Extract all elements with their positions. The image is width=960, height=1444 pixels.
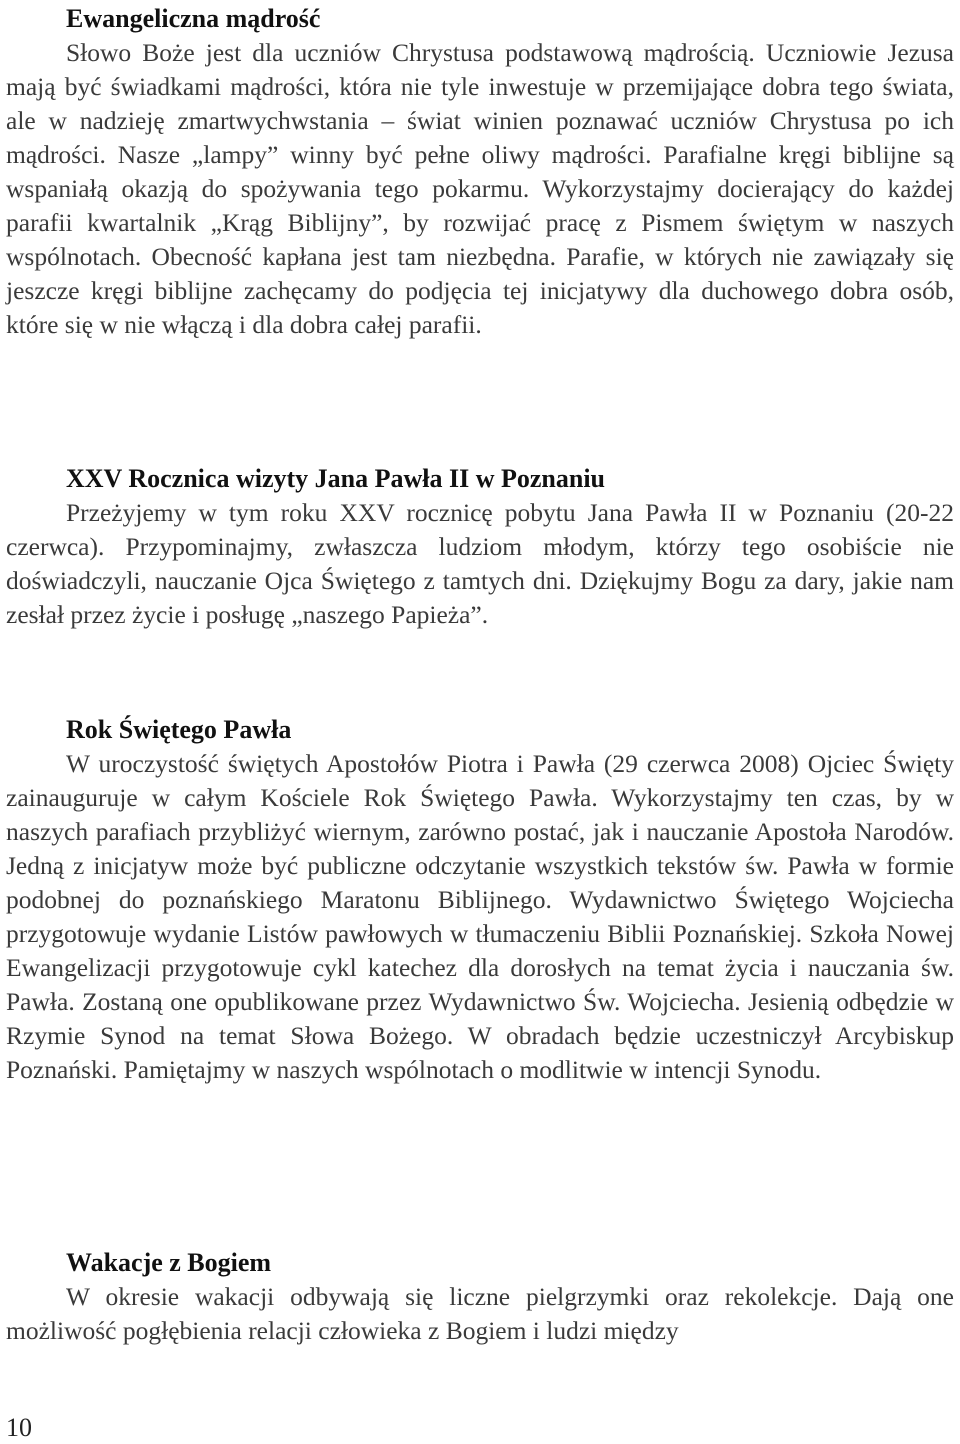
section-heading: Wakacje z Bogiem [66,1248,272,1277]
section-heading: XXV Rocznica wizyty Jana Pawła II w Poznaniu [66,464,606,493]
section-ewangeliczna-madrosc [6,2,954,342]
page-number: 10 [6,1413,32,1442]
section-heading: Ewangeliczna mądrość [66,4,321,33]
section-body: Słowo Boże jest dla uczniów Chrystusa podstawową mądrością. Uczniowie Jezusa mają być świadkami mądrości, która nie tyle inwestuje w przemijające dobra tego świata, ale w nadzieję zmartwychwstania – świat winien poznawać uczniów Chrystusa po ich mądrości. Nasze „lampy” winny być pełne oliwy mądrości. Parafialne kręgi biblijne są wspaniałą okazją do spożywania tego pokarmu. Wykorzystajmy docierający do każdej parafii kwartalnik „Krąg Biblijny”, by rozwijać pracę z Pismem świętym w naszych wspólnotach. Obecność kapłana jest tam niezbędna. Parafie, w których nie zawiązały się jeszcze kręgi biblijne zachęcamy do podjęcia tej inicjatywy dla duchowego dobra osób, które się w nie włączą i dla dobra całej parafii. [6,38,954,339]
section-rok-swietego-pawla [6,713,954,1087]
section-heading: Rok Świętego Pawła [66,715,292,744]
section-body: W uroczystość świętych Apostołów Piotra i Pawła (29 czerwca 2008) Ojciec Święty zainauguruje w całym Kościele Rok Świętego Pawła. Wykorzystajmy ten czas, by w naszych parafiach przybliżyć wiernym, zarówno postać, jak i nauczanie Apostoła Narodów. Jedną z inicjatyw może być publiczne odczytanie wszystkich tekstów św. Pawła w formie podobnej do poznańskiego Maratonu Biblijnego. Wydawnictwo Świętego Wojciecha przygotowuje wydanie Listów pawłowych w tłumaczeniu Biblii Poznańskiej. Szkoła Nowej Ewangelizacji przygotowuje cykl katechez dla dorosłych na temat życia i nauczania św. Pawła. Zostaną one opublikowane przez Wydawnictwo Św. Wojciecha. Jesienią odbędzie w Rzymie Synod na temat Słowa Bożego. W obradach będzie uczestniczył Arcybiskup Poznański. Pamiętajmy w naszych wspólnotach o modlitwie w intencji Synodu. [6,749,954,1084]
section-rocznica-wizyty [6,462,954,632]
section-wakacje-z-bogiem [6,1246,954,1348]
section-body: Przeżyjemy w tym roku XXV rocznicę pobytu Jana Pawła II w Poznaniu (20-22 czerwca). Przypominajmy, zwłaszcza ludziom młodym, którzy tego osobiście nie doświadczyli, nauczanie Ojca Świętego z tamtych dni. Dziękujmy Bogu za dary, jakie nam zesłał przez życie i posługę „naszego Papieża”. [6,498,954,629]
section-body: W okresie wakacji odbywają się liczne pielgrzymki oraz rekolekcje. Dają one możliwość pogłębienia relacji człowieka z Bogiem i ludzi między [6,1282,954,1345]
